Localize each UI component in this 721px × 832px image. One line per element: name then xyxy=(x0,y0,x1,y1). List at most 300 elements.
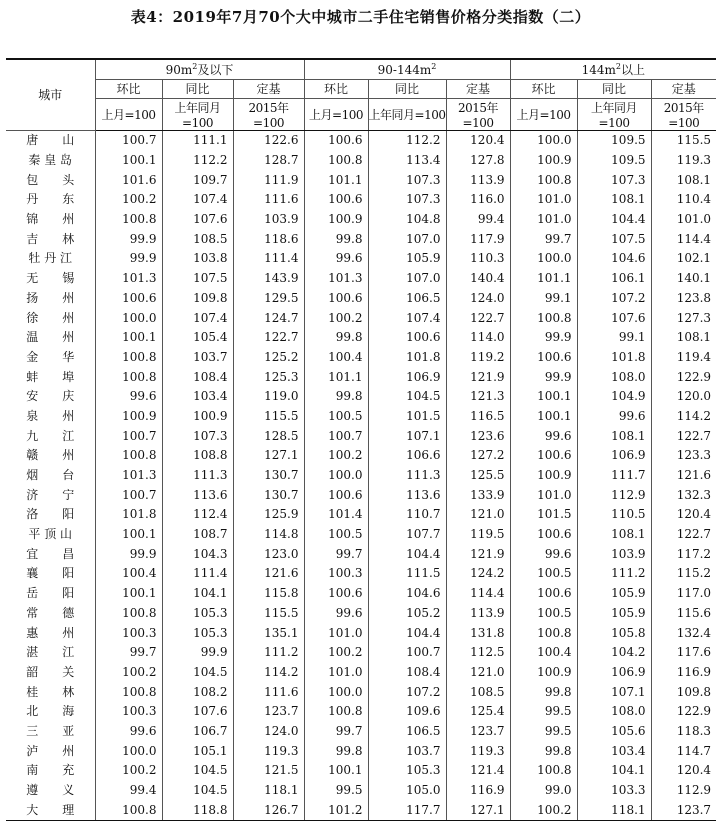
index-value: 105.4 xyxy=(162,327,233,347)
index-value: 100.1 xyxy=(95,327,162,347)
city-name: 常 德 xyxy=(26,605,75,620)
index-value: 101.6 xyxy=(95,170,162,190)
index-value: 99.6 xyxy=(577,406,651,426)
index-value: 100.7 xyxy=(304,426,368,446)
index-value: 104.4 xyxy=(577,209,651,229)
index-value: 105.1 xyxy=(162,741,233,761)
base-label-fixed: 2015年=100 xyxy=(446,98,510,130)
index-value: 109.7 xyxy=(162,170,233,190)
index-value: 113.4 xyxy=(368,150,446,170)
index-value: 113.9 xyxy=(446,170,510,190)
table-row xyxy=(6,386,716,406)
group-header-large: $144m^2$以上 xyxy=(510,59,716,79)
index-value: 122.6 xyxy=(233,130,304,150)
index-value: 107.2 xyxy=(368,682,446,702)
index-value: 99.5 xyxy=(304,780,368,800)
index-value: 111.7 xyxy=(577,465,651,485)
table-row xyxy=(6,564,716,584)
index-value: 104.4 xyxy=(368,623,446,643)
table-row xyxy=(6,623,716,643)
index-value: 100.8 xyxy=(510,623,577,643)
index-value: 107.4 xyxy=(368,308,446,328)
table-row xyxy=(6,150,716,170)
index-value: 100.4 xyxy=(304,347,368,367)
index-value: 123.3 xyxy=(651,446,716,466)
index-value: 107.6 xyxy=(162,209,233,229)
index-value: 101.0 xyxy=(510,209,577,229)
city-name: 丹 东 xyxy=(26,192,75,207)
index-value: 101.2 xyxy=(304,800,368,820)
index-value: 125.4 xyxy=(446,701,510,721)
page-title: 表4：2019年7月70个大中城市二手住宅销售价格分类指数（二） xyxy=(130,8,591,26)
index-value: 143.9 xyxy=(233,268,304,288)
sub-header-fixed: 定基 xyxy=(233,79,304,98)
index-value: 107.3 xyxy=(162,426,233,446)
index-value: 99.7 xyxy=(510,229,577,249)
index-value: 108.0 xyxy=(577,367,651,387)
index-value: 124.0 xyxy=(446,288,510,308)
index-value: 120.4 xyxy=(651,505,716,525)
index-value: 111.2 xyxy=(233,642,304,662)
index-value: 118.1 xyxy=(233,780,304,800)
index-value: 104.9 xyxy=(577,386,651,406)
base-label-mom: 上月=100 xyxy=(95,98,162,130)
sub-header-fixed: 定基 xyxy=(446,79,510,98)
base-label-mom: 上月=100 xyxy=(510,98,577,130)
index-value: 114.4 xyxy=(446,583,510,603)
index-value: 100.6 xyxy=(510,446,577,466)
sub-header-yoy: 同比 xyxy=(162,79,233,98)
index-value: 113.6 xyxy=(368,485,446,505)
index-value: 101.5 xyxy=(368,406,446,426)
index-value: 116.9 xyxy=(446,780,510,800)
index-value: 100.2 xyxy=(95,662,162,682)
index-value: 119.3 xyxy=(651,150,716,170)
city-name: 岳 阳 xyxy=(26,586,75,601)
index-value: 100.8 xyxy=(304,150,368,170)
city-name: 湛 江 xyxy=(26,645,75,660)
index-value: 104.6 xyxy=(368,583,446,603)
index-value: 99.8 xyxy=(304,229,368,249)
index-value: 100.1 xyxy=(95,150,162,170)
index-value: 112.9 xyxy=(651,780,716,800)
table-row xyxy=(6,524,716,544)
city-name: 牡 丹 江 xyxy=(28,251,73,266)
index-value: 103.9 xyxy=(577,544,651,564)
index-value: 100.8 xyxy=(95,682,162,702)
index-value: 101.8 xyxy=(368,347,446,367)
index-value: 105.6 xyxy=(577,721,651,741)
index-value: 140.1 xyxy=(651,268,716,288)
index-value: 107.3 xyxy=(368,170,446,190)
table-row xyxy=(6,190,716,210)
index-value: 100.0 xyxy=(510,249,577,269)
base-label-fixed: 2015年=100 xyxy=(233,98,304,130)
table-row xyxy=(6,741,716,761)
index-value: 107.6 xyxy=(577,308,651,328)
index-value: 108.0 xyxy=(577,701,651,721)
index-value: 111.6 xyxy=(233,682,304,702)
index-value: 115.5 xyxy=(233,603,304,623)
index-value: 131.8 xyxy=(446,623,510,643)
index-value: 108.1 xyxy=(577,190,651,210)
index-value: 100.9 xyxy=(304,209,368,229)
index-value: 99.7 xyxy=(95,642,162,662)
table-row xyxy=(6,288,716,308)
index-value: 114.2 xyxy=(233,662,304,682)
index-value: 107.1 xyxy=(368,426,446,446)
index-value: 110.5 xyxy=(577,505,651,525)
city-name: 泸 州 xyxy=(26,743,75,758)
city-name: 宜 昌 xyxy=(26,546,75,561)
city-name: 惠 州 xyxy=(26,625,75,640)
table-row xyxy=(6,642,716,662)
index-value: 100.6 xyxy=(304,485,368,505)
index-value: 121.0 xyxy=(446,662,510,682)
city-name: 北 海 xyxy=(26,704,75,719)
index-value: 103.9 xyxy=(233,209,304,229)
index-value: 140.4 xyxy=(446,268,510,288)
index-value: 111.6 xyxy=(233,190,304,210)
index-value: 109.5 xyxy=(577,130,651,150)
index-value: 99.4 xyxy=(95,780,162,800)
index-value: 108.8 xyxy=(162,446,233,466)
index-value: 104.5 xyxy=(368,386,446,406)
table-row xyxy=(6,367,716,387)
index-value: 104.8 xyxy=(368,209,446,229)
table-row xyxy=(6,268,716,288)
index-value: 110.4 xyxy=(651,190,716,210)
index-value: 105.9 xyxy=(577,603,651,623)
index-value: 101.3 xyxy=(304,268,368,288)
city-name: 桂 林 xyxy=(26,684,75,699)
index-value: 128.7 xyxy=(233,150,304,170)
table-row xyxy=(6,682,716,702)
index-value: 99.4 xyxy=(446,209,510,229)
index-value: 102.1 xyxy=(651,249,716,269)
city-name: 烟 台 xyxy=(26,468,75,483)
index-value: 100.0 xyxy=(95,741,162,761)
table-row xyxy=(6,327,716,347)
index-value: 107.2 xyxy=(577,288,651,308)
index-value: 100.7 xyxy=(95,426,162,446)
index-value: 100.0 xyxy=(510,130,577,150)
index-value: 99.6 xyxy=(95,721,162,741)
city-name: 金 华 xyxy=(26,349,75,364)
city-name: 遵 义 xyxy=(26,783,75,798)
index-value: 120.0 xyxy=(651,386,716,406)
index-value: 107.5 xyxy=(162,268,233,288)
index-value: 100.2 xyxy=(304,446,368,466)
table-row xyxy=(6,721,716,741)
index-value: 107.4 xyxy=(162,190,233,210)
index-value: 99.8 xyxy=(304,386,368,406)
index-value: 122.7 xyxy=(233,327,304,347)
index-value: 100.1 xyxy=(95,583,162,603)
index-value: 114.7 xyxy=(651,741,716,761)
index-value: 106.1 xyxy=(577,268,651,288)
index-value: 105.9 xyxy=(368,249,446,269)
index-value: 101.8 xyxy=(95,505,162,525)
index-value: 130.7 xyxy=(233,485,304,505)
index-value: 99.5 xyxy=(510,721,577,741)
index-value: 104.1 xyxy=(162,583,233,603)
index-value: 99.8 xyxy=(304,741,368,761)
index-value: 100.1 xyxy=(95,524,162,544)
index-value: 107.6 xyxy=(162,701,233,721)
index-value: 103.4 xyxy=(162,386,233,406)
index-value: 118.6 xyxy=(233,229,304,249)
index-value: 122.7 xyxy=(651,524,716,544)
index-value: 111.3 xyxy=(368,465,446,485)
table-row xyxy=(6,780,716,800)
index-value: 100.9 xyxy=(95,406,162,426)
index-value: 105.3 xyxy=(162,623,233,643)
table-row xyxy=(6,308,716,328)
index-value: 100.0 xyxy=(304,682,368,702)
index-value: 114.2 xyxy=(651,406,716,426)
table-row xyxy=(6,485,716,505)
index-value: 123.0 xyxy=(233,544,304,564)
index-value: 99.0 xyxy=(510,780,577,800)
index-value: 99.8 xyxy=(510,741,577,761)
index-value: 115.2 xyxy=(651,564,716,584)
index-value: 107.7 xyxy=(368,524,446,544)
index-value: 101.1 xyxy=(304,367,368,387)
index-value: 100.7 xyxy=(95,130,162,150)
index-value: 99.9 xyxy=(510,367,577,387)
city-name: 南 充 xyxy=(26,763,75,778)
city-name: 无 锡 xyxy=(26,271,75,286)
index-value: 125.2 xyxy=(233,347,304,367)
index-value: 127.1 xyxy=(233,446,304,466)
index-value: 118.1 xyxy=(577,800,651,820)
index-value: 104.1 xyxy=(577,761,651,781)
index-value: 101.1 xyxy=(304,170,368,190)
index-value: 103.8 xyxy=(162,249,233,269)
table-row xyxy=(6,249,716,269)
index-value: 123.7 xyxy=(446,721,510,741)
city-name: 包 头 xyxy=(26,172,75,187)
index-value: 108.2 xyxy=(162,682,233,702)
index-value: 99.8 xyxy=(304,327,368,347)
index-value: 99.7 xyxy=(304,721,368,741)
index-value: 101.5 xyxy=(510,505,577,525)
index-value: 107.1 xyxy=(577,682,651,702)
city-name: 秦 皇 岛 xyxy=(28,153,73,168)
city-name: 唐 山 xyxy=(26,133,75,148)
city-name: 徐 州 xyxy=(26,310,75,325)
table-row xyxy=(6,701,716,721)
index-value: 104.6 xyxy=(577,249,651,269)
index-value: 122.7 xyxy=(651,426,716,446)
index-value: 119.3 xyxy=(446,741,510,761)
index-value: 104.4 xyxy=(368,544,446,564)
index-value: 117.2 xyxy=(651,544,716,564)
index-value: 100.8 xyxy=(510,170,577,190)
index-value: 100.3 xyxy=(95,623,162,643)
table-row xyxy=(6,603,716,623)
index-value: 105.8 xyxy=(577,623,651,643)
index-value: 104.5 xyxy=(162,761,233,781)
index-value: 112.4 xyxy=(162,505,233,525)
index-value: 100.2 xyxy=(304,642,368,662)
index-value: 100.8 xyxy=(510,308,577,328)
index-value: 115.6 xyxy=(651,603,716,623)
table-row xyxy=(6,406,716,426)
index-value: 100.4 xyxy=(510,642,577,662)
index-value: 105.0 xyxy=(368,780,446,800)
index-value: 103.3 xyxy=(577,780,651,800)
base-label-mom: 上月=100 xyxy=(304,98,368,130)
sub-header-fixed: 定基 xyxy=(651,79,716,98)
city-name: 吉 林 xyxy=(26,231,75,246)
sub-header-mom: 环比 xyxy=(510,79,577,98)
index-value: 99.9 xyxy=(510,327,577,347)
index-value: 126.7 xyxy=(233,800,304,820)
index-value: 129.5 xyxy=(233,288,304,308)
index-value: 100.5 xyxy=(304,406,368,426)
index-value: 99.6 xyxy=(304,249,368,269)
index-value: 100.8 xyxy=(95,209,162,229)
sub-header-yoy: 同比 xyxy=(577,79,651,98)
index-value: 100.2 xyxy=(510,800,577,820)
index-value: 124.7 xyxy=(233,308,304,328)
index-value: 110.3 xyxy=(446,249,510,269)
index-value: 100.1 xyxy=(304,761,368,781)
index-value: 121.3 xyxy=(446,386,510,406)
table-row xyxy=(6,544,716,564)
index-value: 99.6 xyxy=(510,426,577,446)
city-name: 赣 州 xyxy=(26,448,75,463)
index-value: 106.5 xyxy=(368,288,446,308)
city-name: 襄 阳 xyxy=(26,566,75,581)
index-value: 113.6 xyxy=(162,485,233,505)
index-value: 112.2 xyxy=(368,130,446,150)
group-header-small: $90m^2$及以下 xyxy=(95,59,304,79)
city-name: 洛 阳 xyxy=(26,507,75,522)
index-value: 121.4 xyxy=(446,761,510,781)
city-name: 韶 关 xyxy=(26,664,75,679)
index-value: 124.0 xyxy=(233,721,304,741)
index-value: 99.9 xyxy=(95,249,162,269)
index-value: 104.5 xyxy=(162,662,233,682)
index-value: 99.9 xyxy=(162,642,233,662)
index-value: 107.4 xyxy=(162,308,233,328)
index-value: 118.8 xyxy=(162,800,233,820)
city-name: 扬 州 xyxy=(26,290,75,305)
index-value: 100.3 xyxy=(95,701,162,721)
index-value: 100.0 xyxy=(95,308,162,328)
index-value: 106.9 xyxy=(577,446,651,466)
index-value: 132.4 xyxy=(651,623,716,643)
index-value: 112.9 xyxy=(577,485,651,505)
index-value: 127.3 xyxy=(651,308,716,328)
index-value: 127.2 xyxy=(446,446,510,466)
index-value: 123.7 xyxy=(651,800,716,820)
index-value: 122.7 xyxy=(446,308,510,328)
index-value: 100.2 xyxy=(304,308,368,328)
index-value: 103.4 xyxy=(577,741,651,761)
index-value: 100.8 xyxy=(95,603,162,623)
index-value: 125.5 xyxy=(446,465,510,485)
index-value: 100.8 xyxy=(95,446,162,466)
index-value: 133.9 xyxy=(446,485,510,505)
index-value: 101.4 xyxy=(304,505,368,525)
index-value: 117.6 xyxy=(651,642,716,662)
index-value: 113.9 xyxy=(446,603,510,623)
index-value: 100.9 xyxy=(510,150,577,170)
table-row xyxy=(6,426,716,446)
index-value: 121.5 xyxy=(233,761,304,781)
sub-header-mom: 环比 xyxy=(304,79,368,98)
index-value: 115.5 xyxy=(233,406,304,426)
index-value: 103.7 xyxy=(162,347,233,367)
index-value: 127.8 xyxy=(446,150,510,170)
index-value: 123.6 xyxy=(446,426,510,446)
index-value: 101.0 xyxy=(651,209,716,229)
index-value: 100.6 xyxy=(304,190,368,210)
index-value: 100.6 xyxy=(304,583,368,603)
index-value: 118.3 xyxy=(651,721,716,741)
index-value: 108.4 xyxy=(368,662,446,682)
base-label-fixed: 2015年=100 xyxy=(651,98,716,130)
index-value: 111.3 xyxy=(162,465,233,485)
city-name: 大 理 xyxy=(6,800,95,820)
price-index-table xyxy=(6,58,716,821)
table-row xyxy=(6,583,716,603)
index-value: 127.1 xyxy=(446,800,510,820)
index-value: 100.7 xyxy=(95,485,162,505)
index-value: 99.6 xyxy=(304,603,368,623)
index-value: 100.8 xyxy=(510,761,577,781)
index-value: 112.5 xyxy=(446,642,510,662)
city-name: 济 宁 xyxy=(26,487,75,502)
index-value: 116.9 xyxy=(651,662,716,682)
city-name: 安 庆 xyxy=(26,389,75,404)
index-value: 100.6 xyxy=(304,130,368,150)
index-value: 128.5 xyxy=(233,426,304,446)
table-row xyxy=(6,761,716,781)
index-value: 100.6 xyxy=(95,288,162,308)
index-value: 99.9 xyxy=(95,544,162,564)
index-value: 106.9 xyxy=(577,662,651,682)
index-value: 100.3 xyxy=(304,564,368,584)
index-value: 115.8 xyxy=(233,583,304,603)
index-value: 100.9 xyxy=(510,662,577,682)
index-value: 100.1 xyxy=(510,386,577,406)
index-value: 104.3 xyxy=(162,544,233,564)
index-value: 100.2 xyxy=(95,761,162,781)
table-body xyxy=(6,130,716,820)
index-value: 100.9 xyxy=(162,406,233,426)
table-row xyxy=(6,465,716,485)
index-value: 120.4 xyxy=(651,761,716,781)
index-value: 111.4 xyxy=(162,564,233,584)
index-value: 117.7 xyxy=(368,800,446,820)
index-value: 100.8 xyxy=(95,800,162,820)
index-value: 122.9 xyxy=(651,367,716,387)
index-value: 99.1 xyxy=(510,288,577,308)
base-label-yoy: 上年同月=100 xyxy=(577,98,651,130)
index-value: 101.3 xyxy=(95,465,162,485)
index-value: 99.9 xyxy=(95,229,162,249)
index-value: 119.0 xyxy=(233,386,304,406)
index-value: 111.2 xyxy=(577,564,651,584)
index-value: 100.1 xyxy=(510,406,577,426)
city-name: 泉 州 xyxy=(26,408,75,423)
index-value: 108.1 xyxy=(577,426,651,446)
